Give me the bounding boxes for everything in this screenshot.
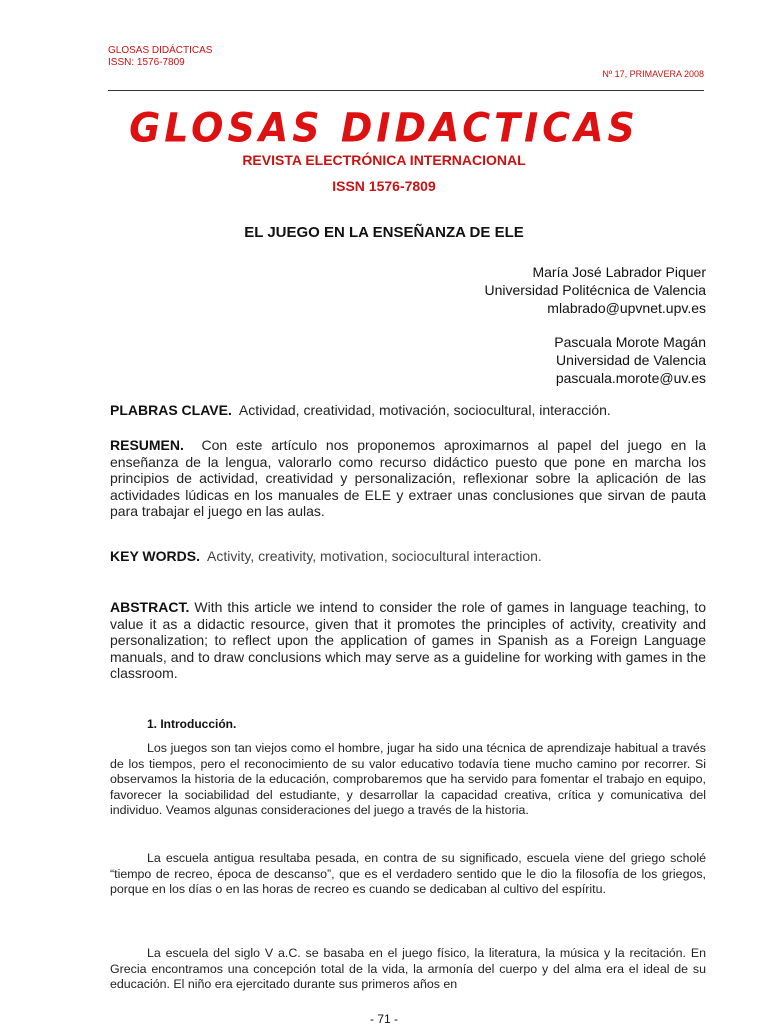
masthead-issn: ISSN 1576-7809 [332,178,436,194]
header-divider [108,90,704,91]
journal-logo: GLOSAS DIDACTICAS [129,104,639,152]
journal-subtitle: REVISTA ELECTRÓNICA INTERNACIONAL [242,152,526,168]
keywords-text: Actividad, creatividad, motivación, sociocultural, interacción. [238,402,611,418]
page-number: - 71 - [369,1012,398,1026]
journal-name: GLOSAS DIDÁCTICAS [108,45,213,56]
key-words-label: KEY WORDS. [110,548,200,564]
author-email[interactable]: pascuala.morote@uv.es [555,370,706,386]
author-email[interactable]: mlabrado@upvnet.upv.es [547,300,706,316]
running-header [108,45,212,69]
abstract-label: ABSTRACT. [110,599,190,615]
author-name: María José Labrador Piquer [532,264,706,280]
journal-issn: ISSN: 1576-7809 [108,57,185,68]
article-title: EL JUEGO EN LA ENSEÑANZA DE ELE [244,224,524,241]
abstract-paragraph [110,599,706,682]
resumen-text: Con este artículo nos proponemos aproximarnos al papel del juego en la enseñanza de la lengua, valorarlo como recurso didáctico puesto que pone en marcha los principios de actividad, creatividad y personalización, reflexionar sobre la aplicación de las actividades lúdicas en los manuales de ELE y extraer unas conclusiones que sirvan de pauta para trabajar el juego en las aulas. [110,437,706,519]
keywords-paragraph [110,402,706,419]
abstract-text: With this article we intend to consider the role of games in language teaching, to value it as a didactic resource, given that it promotes the principles of activity, creativity and personalization; to reflect upon the application of games in Spanish as a Foreign Language manuals, and to draw conclusions which may serve as a guideline for working with games in the classroom. [110,599,706,681]
body-paragraph: La escuela antigua resultaba pesada, en contra de su significado, escuela viene del griego scholé “tiempo de recreo, época de descanso”, que es el verdadero sentido que le dio la filosofía de los griegos, porque en los días o en las horas de recreo es cuando se dedicaban al cultivo del espíritu. [110,851,706,896]
resumen-paragraph [110,437,706,520]
author-affiliation: Universidad Politécnica de Valencia [484,282,706,298]
section-heading: 1. Introducción. [147,717,237,731]
author-affiliation: Universidad de Valencia [556,352,706,368]
key-words-paragraph [110,548,706,565]
author-name: Pascuala Morote Magán [554,334,706,350]
author-block [554,333,706,387]
issue-label: Nº 17, PRIMAVERA 2008 [602,69,704,79]
resumen-label: RESUMEN. [110,437,184,453]
key-words-text: Activity, creativity, motivation, sociocultural interaction. [207,548,542,564]
keywords-label: PLABRAS CLAVE. [110,402,232,418]
body-paragraph: La escuela del siglo V a.C. se basaba en el juego físico, la literatura, la música y la recitación. En Grecia encontramos una concepción total de la vida, la armonía del cuerpo y del alma era el ideal de su educación. El niño era ejercitado durante sus primeros años en [110,946,706,991]
body-paragraph: Los juegos son tan viejos como el hombre, jugar ha sido una técnica de aprendizaje habitual a través de los tiempos, pero el reconocimiento de su valor educativo todavía tiene mucho camino por recorrer. Si observamos la historia de la educación, comprobaremos que ha servido para fomentar el trabajo en equipo, favorecer la sociabilidad del estudiante, y desarrollar la capacidad creativa, crítica y comunicativa del individuo. Veamos algunas consideraciones del juego a través de la historia. [110,741,706,817]
author-block [484,263,706,317]
